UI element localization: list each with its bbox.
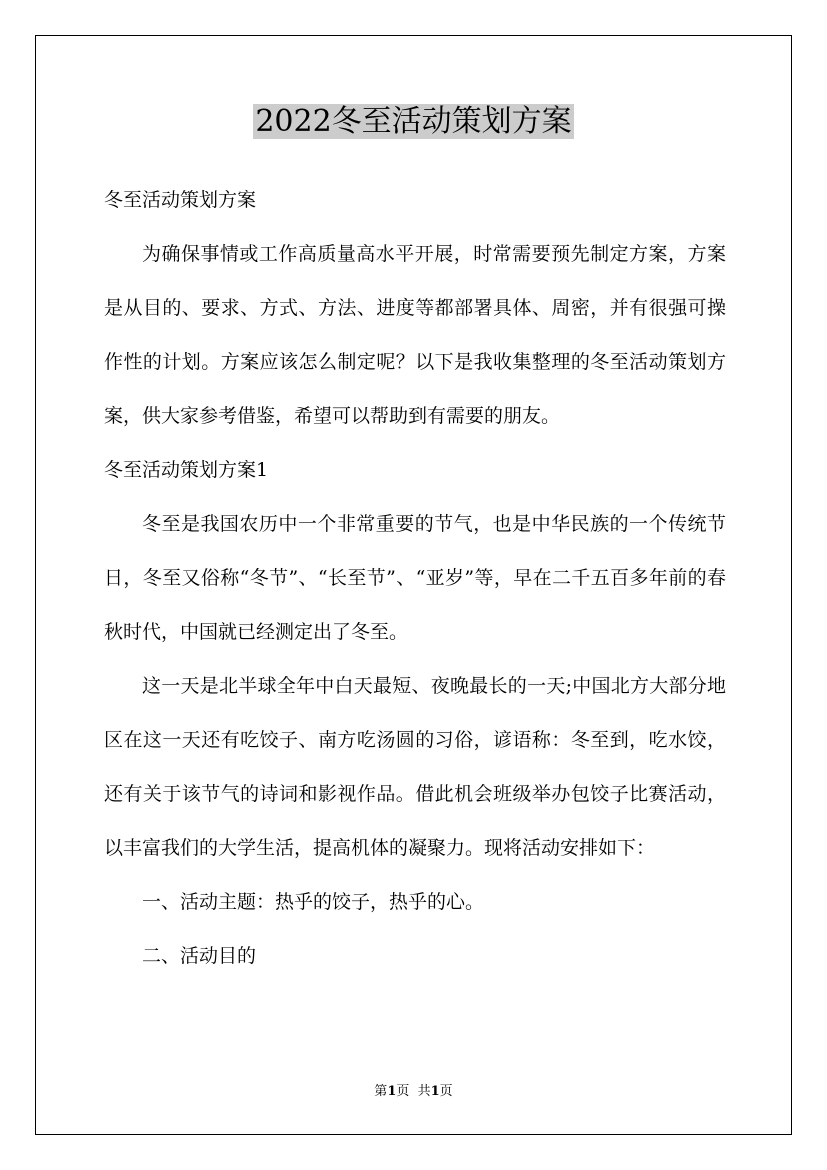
- paragraph-heading: 冬至活动策划方案: [104, 189, 257, 211]
- paragraph-background: 冬至是我国农历中一个非常重要的节气，也是中华民族的一个传统节日，冬至又俗称“冬节”、“长至节”、“亚岁”等，早在二千五百多年前的春秋时代，中国就已经测定出了冬至。: [104, 513, 726, 643]
- document-title: [0, 98, 827, 146]
- document-title-text: 2022冬至活动策划方案: [255, 104, 572, 139]
- paragraph-theme: 一、活动主题：热乎的饺子，热乎的心。: [142, 891, 485, 913]
- footer-page-current: 1: [387, 1084, 397, 1099]
- footer-page-suffix: 页: [439, 1084, 453, 1099]
- footer-page-total: 1: [430, 1084, 440, 1099]
- paragraph-section-heading: 冬至活动策划方案1: [104, 459, 269, 481]
- footer-page-prefix: 第: [374, 1084, 388, 1099]
- paragraph-intro: 为确保事情或工作高质量高水平开展，时常需要预先制定方案，方案是从目的、要求、方式、方法、进度等都部署具体、周密，并有很强可操作性的计划。方案应该怎么制定呢？以下是我收集整理的冬至活动策划方案，供大家参考借鉴，希望可以帮助到有需要的朋友。: [104, 243, 726, 427]
- footer-page-mid: 页 共: [396, 1084, 431, 1099]
- paragraph-arrangement: 这一天是北半球全年中白天最短、夜晚最长的一天;中国北方大部分地区在这一天还有吃饺子、南方吃汤圆的习俗，谚语称：冬至到，吃水饺，还有关于该节气的诗词和影视作品。借此机会班级举办包饺子比赛活动，以丰富我们的大学生活，提高机体的凝聚力。现将活动安排如下：: [104, 675, 726, 859]
- page-footer: [0, 1082, 827, 1102]
- paragraph-purpose: 二、活动目的: [142, 945, 257, 967]
- document-body: [104, 173, 726, 983]
